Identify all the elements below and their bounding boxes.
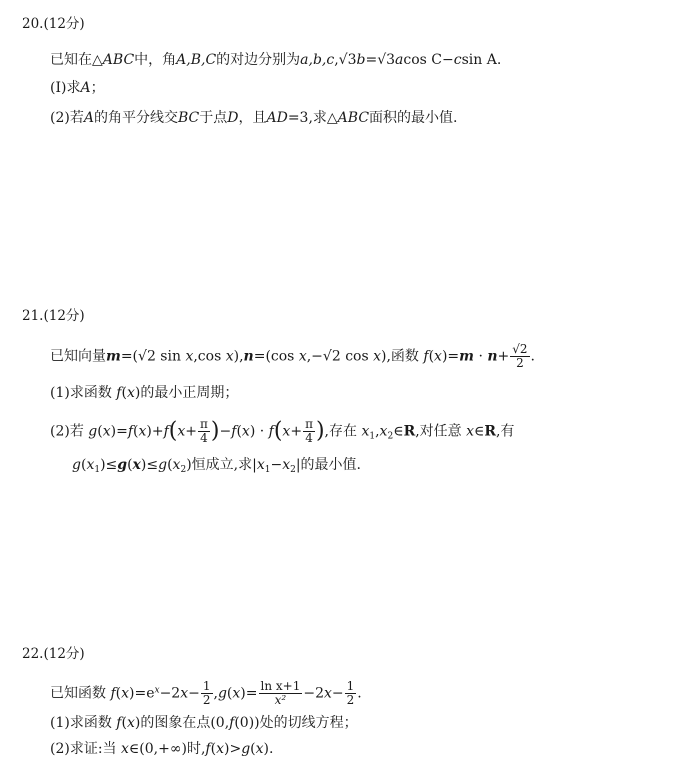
- part-label: (1): [50, 385, 70, 401]
- var: f: [205, 741, 211, 757]
- var: x: [282, 423, 291, 440]
- text: )=: [441, 348, 460, 365]
- problem-22-header: [22, 644, 85, 664]
- text: .: [357, 685, 362, 702]
- problem-21-part-2: [50, 418, 514, 447]
- text: 求证:当: [69, 741, 117, 757]
- text: (: [80, 457, 87, 473]
- text: (: [127, 457, 133, 473]
- text: 已知在△: [50, 52, 103, 68]
- var: f: [231, 423, 237, 440]
- problem-number: 21.: [22, 308, 44, 324]
- fraction: [510, 343, 529, 370]
- text: )≤: [140, 457, 159, 473]
- text: ,有: [496, 423, 515, 440]
- text: 若: [69, 110, 84, 126]
- var: g: [88, 423, 98, 440]
- text: )的图象在点(0,: [134, 715, 230, 731]
- var: x: [379, 423, 388, 440]
- var: BC: [177, 110, 200, 126]
- text: (: [121, 385, 127, 401]
- problem-20-part-1: [50, 78, 105, 98]
- angle-vars: A,B,C: [176, 52, 217, 68]
- subscript: 1: [264, 465, 271, 475]
- text: −: [331, 685, 344, 702]
- problem-number: 22.: [22, 646, 44, 662]
- problem-22-part-2: [50, 739, 273, 759]
- problem-points: (12分): [43, 308, 85, 324]
- text: ,存在: [324, 423, 357, 440]
- var: x: [185, 348, 194, 365]
- text: 的角平分线交: [93, 110, 178, 126]
- text: ∈: [393, 423, 404, 440]
- var: f: [229, 715, 235, 731]
- text: ∈(0,+∞)时,: [128, 741, 206, 757]
- set-symbol: R: [484, 423, 497, 440]
- text: 求: [66, 80, 81, 96]
- subscript: 2: [180, 465, 187, 475]
- text: ；: [90, 80, 105, 96]
- var: f: [127, 423, 134, 440]
- text: )+: [146, 423, 164, 440]
- text: =3,求△: [287, 110, 338, 126]
- text: (: [428, 348, 435, 365]
- var: x: [298, 348, 307, 365]
- text: +: [290, 423, 303, 440]
- text: ，且: [238, 110, 267, 126]
- text: )=e: [129, 685, 155, 702]
- problem-21-part-2-cont: [72, 455, 361, 480]
- text: ,cos: [193, 348, 222, 365]
- var: x: [434, 348, 442, 365]
- text: ,对任意: [415, 423, 462, 440]
- var: x: [177, 423, 186, 440]
- text: ).: [263, 741, 274, 757]
- var: x: [132, 457, 141, 473]
- fraction-denominator: 4: [198, 431, 210, 445]
- text: (: [167, 457, 173, 473]
- text: ,: [213, 685, 218, 702]
- text: (: [115, 685, 122, 702]
- problem-21-header: [22, 306, 85, 326]
- fraction-numerator: 1: [202, 679, 211, 693]
- text: −: [188, 685, 200, 702]
- text: =(cos: [253, 348, 295, 365]
- var: x: [256, 457, 265, 473]
- text: )恒成立,求|: [186, 457, 257, 473]
- var: g: [72, 457, 81, 473]
- text: ,: [375, 423, 380, 440]
- part-label: (2): [50, 423, 70, 440]
- var: g: [117, 457, 128, 473]
- problem-number: 20.: [22, 16, 44, 32]
- text: ∈: [474, 423, 485, 440]
- var: x: [282, 457, 291, 473]
- var: b: [356, 52, 366, 68]
- fraction: [198, 418, 210, 445]
- text: −2: [303, 685, 324, 702]
- text: 求函数: [69, 715, 112, 731]
- problem-21-part-1: [50, 383, 238, 403]
- text: )=: [240, 685, 258, 702]
- var: f: [423, 348, 429, 365]
- var: g: [158, 457, 168, 473]
- left-paren: (: [273, 418, 283, 444]
- vector-n: n: [243, 348, 254, 365]
- text: cos C−: [403, 52, 454, 68]
- fraction: [201, 680, 213, 707]
- text: ,−√2 cos: [306, 348, 369, 365]
- text: (: [236, 423, 242, 440]
- text: ),函数: [381, 348, 419, 365]
- var: x: [121, 685, 130, 702]
- text: |的最小值.: [295, 457, 362, 473]
- var: a: [395, 52, 404, 68]
- text: +: [497, 348, 510, 365]
- text: (: [97, 423, 103, 440]
- left-paren: (: [168, 418, 178, 444]
- var: A: [80, 80, 91, 96]
- text: (: [226, 685, 233, 702]
- text: 已知函数: [50, 685, 106, 702]
- triangle-name: ABC: [102, 52, 135, 68]
- var: f: [268, 423, 274, 440]
- problem-20-stem: [50, 50, 501, 70]
- fraction-numerator: π: [305, 417, 313, 431]
- var: f: [116, 385, 122, 401]
- fraction: [259, 680, 303, 707]
- text: 面积的最小值.: [369, 110, 458, 126]
- text: (0))处的切线方程；: [234, 715, 358, 731]
- fraction-denominator: 2: [346, 693, 355, 707]
- fraction-denominator: x²: [259, 693, 303, 707]
- text: 中，角: [134, 52, 177, 68]
- var: g: [241, 741, 251, 757]
- text: )=: [110, 423, 128, 440]
- text: =(√2 sin: [120, 348, 181, 365]
- fraction-numerator: ln x+1: [260, 679, 301, 693]
- set-symbol: R: [403, 423, 416, 440]
- subscript: 1: [94, 465, 101, 475]
- vector-m: m: [459, 348, 474, 365]
- fraction-denominator: 2: [202, 693, 211, 707]
- fraction-denominator: 4: [303, 431, 315, 445]
- vector-n: n: [487, 348, 498, 365]
- text: (: [133, 423, 139, 440]
- text: .: [530, 348, 535, 365]
- part-label: (2): [50, 741, 70, 757]
- text: −: [219, 423, 232, 440]
- var: D: [227, 110, 239, 126]
- var: f: [116, 715, 122, 731]
- var: x: [126, 715, 135, 731]
- text: ,√3: [334, 52, 357, 68]
- text: ),: [233, 348, 244, 365]
- fraction: [345, 680, 357, 707]
- text: )>: [223, 741, 242, 757]
- var: A: [83, 110, 94, 126]
- var: x: [232, 685, 241, 702]
- problem-20-header: [22, 14, 85, 34]
- right-paren: ): [315, 418, 325, 444]
- text: (: [210, 741, 217, 757]
- var: x: [225, 348, 234, 365]
- var: x: [361, 423, 370, 440]
- var: c: [453, 52, 462, 68]
- var: x: [255, 741, 264, 757]
- text: (: [121, 715, 127, 731]
- subscript: 2: [387, 431, 394, 442]
- text: sin A.: [461, 52, 502, 68]
- part-label: (2): [50, 110, 70, 126]
- text: ) ·: [249, 423, 265, 440]
- problem-20-part-2: [50, 108, 458, 128]
- var: x: [180, 685, 189, 702]
- fraction: [303, 418, 315, 445]
- var: f: [110, 685, 116, 702]
- problem-21-stem: [50, 343, 535, 370]
- subscript: 1: [369, 431, 376, 442]
- problem-22-stem: [50, 680, 362, 707]
- fraction-numerator: 1: [346, 679, 355, 693]
- var: x: [138, 423, 147, 440]
- text: 已知向量: [50, 348, 106, 365]
- text: 于点: [199, 110, 228, 126]
- text: +: [185, 423, 198, 440]
- var: f: [163, 423, 169, 440]
- text: (: [250, 741, 256, 757]
- var: AD: [266, 110, 288, 126]
- var: x: [172, 457, 181, 473]
- var: g: [217, 685, 227, 702]
- subscript: 2: [290, 465, 296, 475]
- vector-m: m: [106, 348, 121, 365]
- problem-points: (12分): [43, 16, 85, 32]
- fraction-numerator: π: [200, 417, 208, 431]
- text: 若: [69, 423, 84, 440]
- text: −2: [159, 685, 181, 702]
- triangle-name: ABC: [337, 110, 370, 126]
- superscript: x: [154, 685, 160, 696]
- text: )的最小正周期；: [134, 385, 239, 401]
- var: x: [126, 385, 135, 401]
- fraction-denominator: 2: [510, 356, 529, 370]
- var: x: [466, 423, 475, 440]
- text: −: [270, 457, 283, 473]
- right-paren: ): [210, 418, 220, 444]
- part-label: (1): [50, 715, 70, 731]
- problem-22-part-1: [50, 713, 358, 733]
- problem-points: (12分): [43, 646, 85, 662]
- var: x: [121, 741, 129, 757]
- text: 的对边分别为: [216, 52, 301, 68]
- text: =√3: [365, 52, 396, 68]
- text: )≤: [100, 457, 118, 473]
- part-label: (Ⅰ): [50, 80, 67, 96]
- var: x: [86, 457, 95, 473]
- text: ·: [478, 348, 483, 365]
- var: x: [216, 741, 224, 757]
- var: x: [102, 423, 111, 440]
- var: x: [373, 348, 382, 365]
- var: x: [323, 685, 332, 702]
- side-vars: a,b,c: [300, 52, 335, 68]
- var: x: [241, 423, 250, 440]
- text: 求函数: [69, 385, 112, 401]
- fraction-numerator: √2: [512, 342, 528, 356]
